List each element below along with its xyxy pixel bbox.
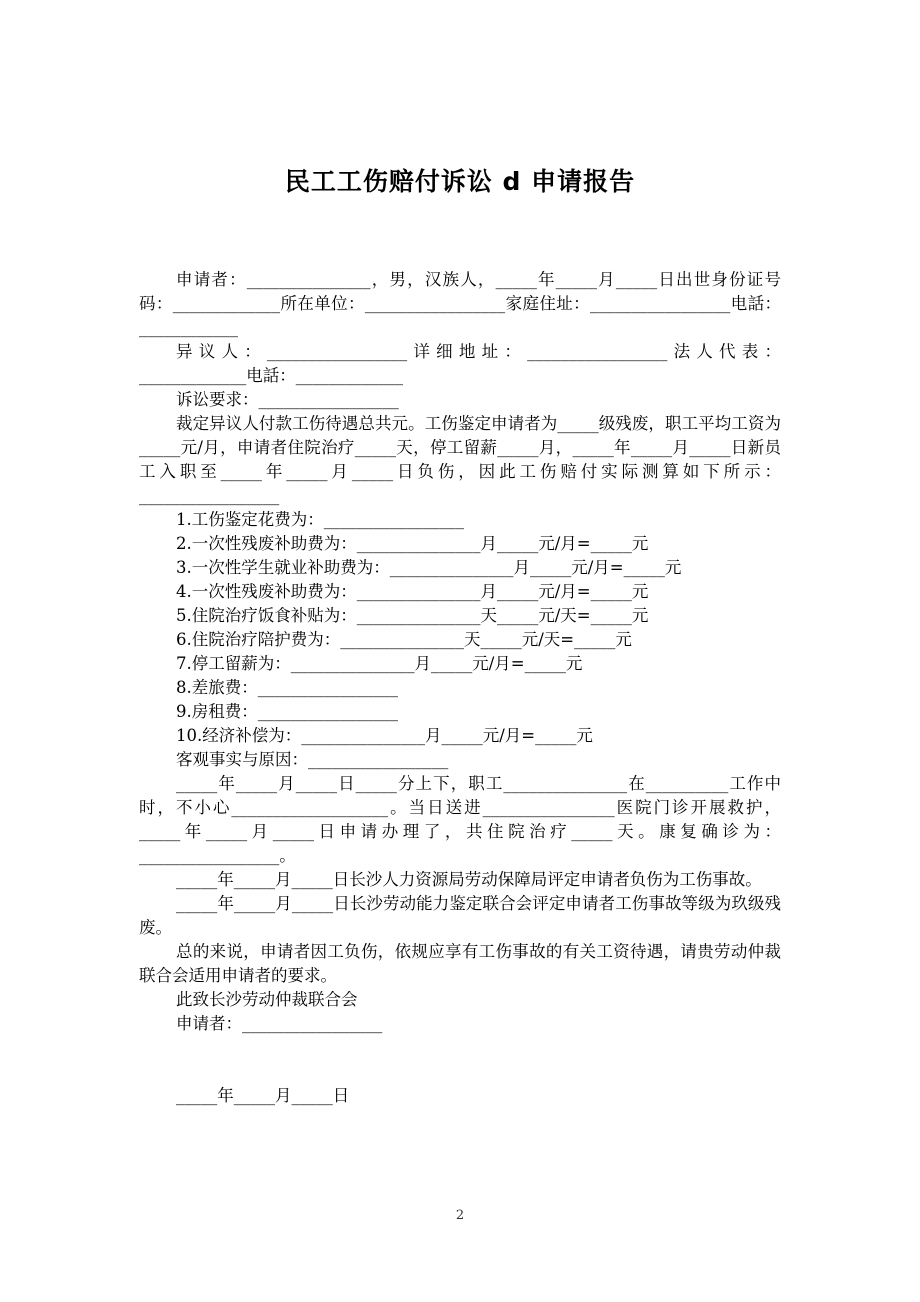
closing-addressee: 此致长沙劳动仲裁联合会 (176, 990, 358, 1009)
closing-applicant: 申请者：_________________ (176, 1014, 383, 1033)
compensation-item: 4.一次性残废补助费为：_______________月_____元/月=_____元 (176, 582, 649, 601)
ruling-request: 裁定异议人付款工伤待遇总共元。工伤鉴定申请者为_____级残废，职工平均工资为_____元/月，申请者住院治疗_____天，停工留薪_____月，_____年_____月_____日新员工入职至_____年_____月_____日负伤，因此工伤赔付实际测算如下所示：_________________ (139, 414, 781, 505)
closing-date: _____年_____月_____日 (176, 1086, 350, 1105)
compensation-item: 2.一次性残废补助费为：_______________月_____元/月=_____元 (176, 534, 649, 553)
compensation-item: 1.工伤鉴定花费为：_________________ (176, 510, 464, 529)
compensation-item: 10.经济补偿为：_______________月_____元/月=_____元 (176, 726, 593, 745)
fact-paragraph: _____年_____月_____日长沙人力资源局劳动保障局评定申请者负伤为工伤事故。 (176, 870, 762, 889)
compensation-item: 5.住院治疗饭食补贴为：_______________天_____元/天=_____元 (176, 606, 649, 625)
page-number: 2 (455, 1208, 465, 1223)
compensation-item: 3.一次性学生就业补助费为：_______________月_____元/月=_____元 (176, 558, 682, 577)
document-title: 民工工伤赔付诉讼 d 申请报告 (284, 167, 636, 196)
applicant-info: 申请者：_______________，男，汉族人，_____年_____月_____日出世身份证号码：_____________所在单位：_________________家庭住址：_________________电話：____________ (139, 270, 781, 337)
compensation-item: 7.停工留薪为：_______________月_____元/月=_____元 (176, 654, 583, 673)
facts-heading: 客观事实与原因：_________________ (176, 750, 449, 769)
compensation-item: 8.差旅费：_________________ (176, 678, 398, 697)
compensation-item: 6.住院治疗陪护费为：_______________天_____元/天=_____元 (176, 630, 632, 649)
fact-paragraph: _____年_____月_____日长沙劳动能力鉴定联合会评定申请者工伤事故等级为玖级残废。 (139, 894, 781, 937)
litigation-request: 诉讼要求：_________________ (176, 390, 399, 409)
conclusion-paragraph: 总的来说，申请者因工负伤，依规应享有工伤事故的有关工资待遇，请贵劳动仲裁联合会适用申请者的要求。 (139, 942, 781, 985)
respondent-info: 异议人：_________________详细地址：_________________法人代表：_____________电話：_____________ (139, 342, 781, 385)
document-body (139, 268, 781, 1108)
compensation-item: 9.房租费：_________________ (176, 702, 398, 721)
spacer (139, 1036, 781, 1084)
fact-paragraph: _____年_____月_____日_____分上下，职工_______________在__________工作中时，不小心___________________。当日送进________________医院门诊开展救护，_____年_____月_____日申请办理了，共住院治疗_____天。康复确诊为：_________________。 (139, 774, 781, 865)
